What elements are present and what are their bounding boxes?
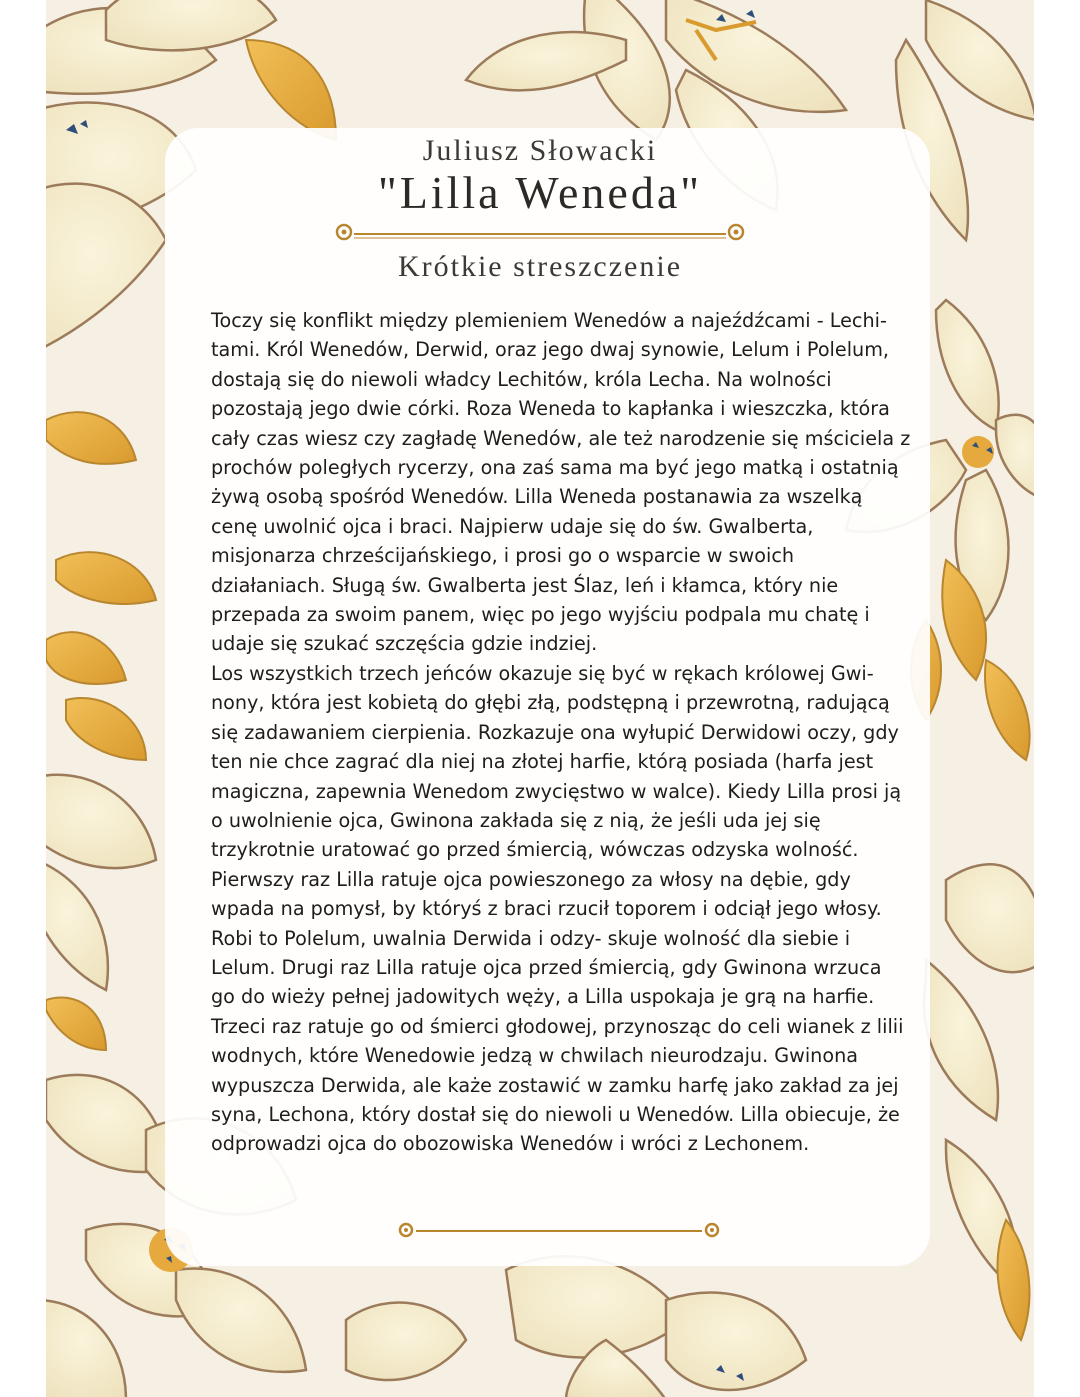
bottom-divider-ornament — [394, 1218, 724, 1244]
page-title: "Lilla Weneda" — [377, 167, 703, 218]
author-name: Juliusz Słowacki — [422, 134, 658, 167]
lily-right-bottom — [924, 864, 1034, 1290]
lily-left-middle — [46, 775, 156, 990]
summary-body — [211, 306, 911, 1159]
summary-paragraph: Toczy się konflikt między plemieniem Wenedów a najeźdźcami - Lechi- tami. Król Wenedów, Derwid, oraz jego dwaj synowie, Lelum i Polelum, dostają się do niewoli władcy Lechitów, króla Lecha. Na wolności pozostają jego dwie córki. Roza Weneda to kapłanka i wieszczka, która cały czas wiesz czy zagładę Wenedów, ale też narodzenie się mściciela z prochów poległych rycerzy, ona zaś sama ma być jego matką i ostatnią żywą osobą spośród Wenedów. Lilla Weneda postanawia za wszelką cenę uwolnić ojca i braci. Najpierw udaje się do św. Gwalberta, misjonarza chrześcijańskiego, i prosi go o wsparcie w swoich działaniach. Sługą św. Gwalberta jest Ślaz, leń i kłamca, który nie przepada za swoim panem, więc po jego wyjściu podpala mu chatę i udaje się szukać szczęścia gdzie indziej. — [211, 309, 911, 656]
title-divider-ornament — [330, 216, 750, 246]
summary-paragraph: Los wszystkich trzech jeńców okazuje się być w rękach królowej Gwi- nony, która jest kobietą do głębi złą, podstępną i przewrotną, radującą się zadawaniem cierpienia. Rozkazuje ona wyłupić Derwidowi oczy, gdy ten nie chce zagrać dla niej na złotej harfie, którą posiada (harfa jest magiczna, zapewnia Wenedom zwycięstwo w walce). Kiedy Lilla prosi ją o uwolnienie ojca, Gwinona zakłada się z nią, że jeśli uda jej się trzykrotnie uratować go przed śmiercią, wówczas odzyska wolność. Pierwszy raz Lilla ratuje ojca powieszonego za włosy na dębie, gdy wpada na pomysł, by któryś z braci rzucił toporem i odciął jego włosy. Robi to Polelum, uwalnia Derwida i odzy- skuje wolność dla siebie i Lelum. Drugi raz Lilla ratuje ojca przed śmiercią, gdy Gwinona wrzuca go do wieży pełnej jadowitych węży, a Lilla uspokaja je grą na harfie. Trzeci raz ratuje go od śmierci głodowej, przynosząc do celi wianek z lilii wodnych, które Wenedowie jedzą w chwilach nieurodzaju. Gwinona wypuszcza Derwida, ale każe zostawić w zamku harfę jako zakład za jej syna, Lechona, który dostał się do niewoli u Wenedów. Lilla obiecuje, że odprowadzi ojca do obozowiska Wenedów i wróci z Lechonem. — [211, 661, 904, 1156]
section-subtitle: Krótkie streszczenie — [397, 250, 683, 283]
